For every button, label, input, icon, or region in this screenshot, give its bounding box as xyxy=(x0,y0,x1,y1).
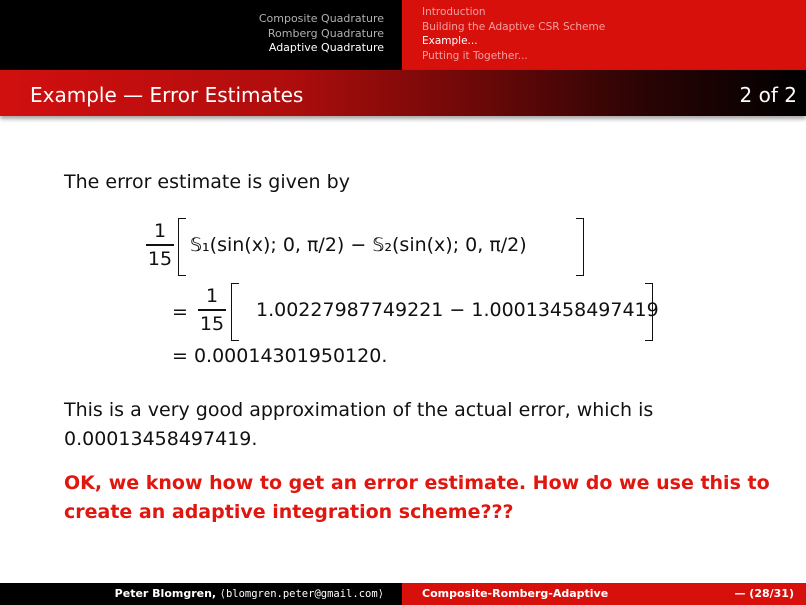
section-nav xyxy=(0,0,402,70)
nav-section-adaptive[interactable]: Adaptive Quadrature xyxy=(268,41,384,54)
fraction-2-denominator: 15 xyxy=(199,312,225,335)
nav-subsection-introduction[interactable]: Introduction xyxy=(422,6,486,18)
nav-section-composite[interactable]: Composite Quadrature xyxy=(258,12,384,25)
intro-text: The error estimate is given by xyxy=(64,171,350,193)
section-list xyxy=(259,12,384,56)
footer-author-name: Peter Blomgren, xyxy=(114,587,217,600)
frame-page-counter: 2 of 2 xyxy=(739,83,797,107)
equation-line-1: 𝕊₁(sin(x); 0, π/2) − 𝕊₂(sin(x); 0, π/2) xyxy=(190,234,527,256)
subsection-list xyxy=(422,5,605,63)
fraction-2 xyxy=(198,285,226,335)
fraction-2-bar xyxy=(198,309,226,311)
left-bracket-1 xyxy=(178,218,186,276)
equals-sign: = xyxy=(172,301,188,323)
right-bracket-1 xyxy=(576,218,584,276)
fraction-1-bar xyxy=(146,244,174,246)
nav-subsection-building[interactable]: Building the Adaptive CSR Scheme xyxy=(422,20,606,33)
frame-title-bar xyxy=(0,70,806,116)
footer-title-area xyxy=(402,583,806,605)
alert-text: OK, we know how to get an error estimate. How do we use this to create an adaptive integration scheme??? xyxy=(64,472,770,523)
top-navigation xyxy=(0,0,806,70)
equation-line-2: 1.00227987749221 − 1.00013458497419 xyxy=(256,299,659,321)
footer-page-number: — (28/31) xyxy=(734,587,794,600)
footer-author-email: ⟨blomgren.peter@gmail.com⟩ xyxy=(219,588,384,600)
footer-author xyxy=(115,587,384,600)
footer-author-area xyxy=(0,583,402,605)
fraction-2-numerator: 1 xyxy=(205,285,219,307)
left-bracket-2 xyxy=(231,283,239,341)
right-bracket-2 xyxy=(645,283,653,341)
nav-subsection-example[interactable]: Example... xyxy=(422,35,478,47)
subsection-nav xyxy=(402,0,806,70)
fraction-1-denominator: 15 xyxy=(147,247,173,270)
nav-subsection-putting-together[interactable]: Putting it Together... xyxy=(422,49,528,62)
approximation-text: This is a very good approximation of the actual error, which is 0.00013458497419. xyxy=(64,399,654,450)
footer-short-title: Composite-Romberg-Adaptive xyxy=(422,587,609,600)
nav-section-romberg[interactable]: Romberg Quadrature xyxy=(267,26,384,40)
equation-line-3: = 0.00014301950120. xyxy=(172,345,388,367)
fraction-1-numerator: 1 xyxy=(153,220,167,242)
frame-title: Example — Error Estimates xyxy=(30,83,304,107)
footer xyxy=(0,583,806,605)
fraction-1 xyxy=(146,220,174,270)
